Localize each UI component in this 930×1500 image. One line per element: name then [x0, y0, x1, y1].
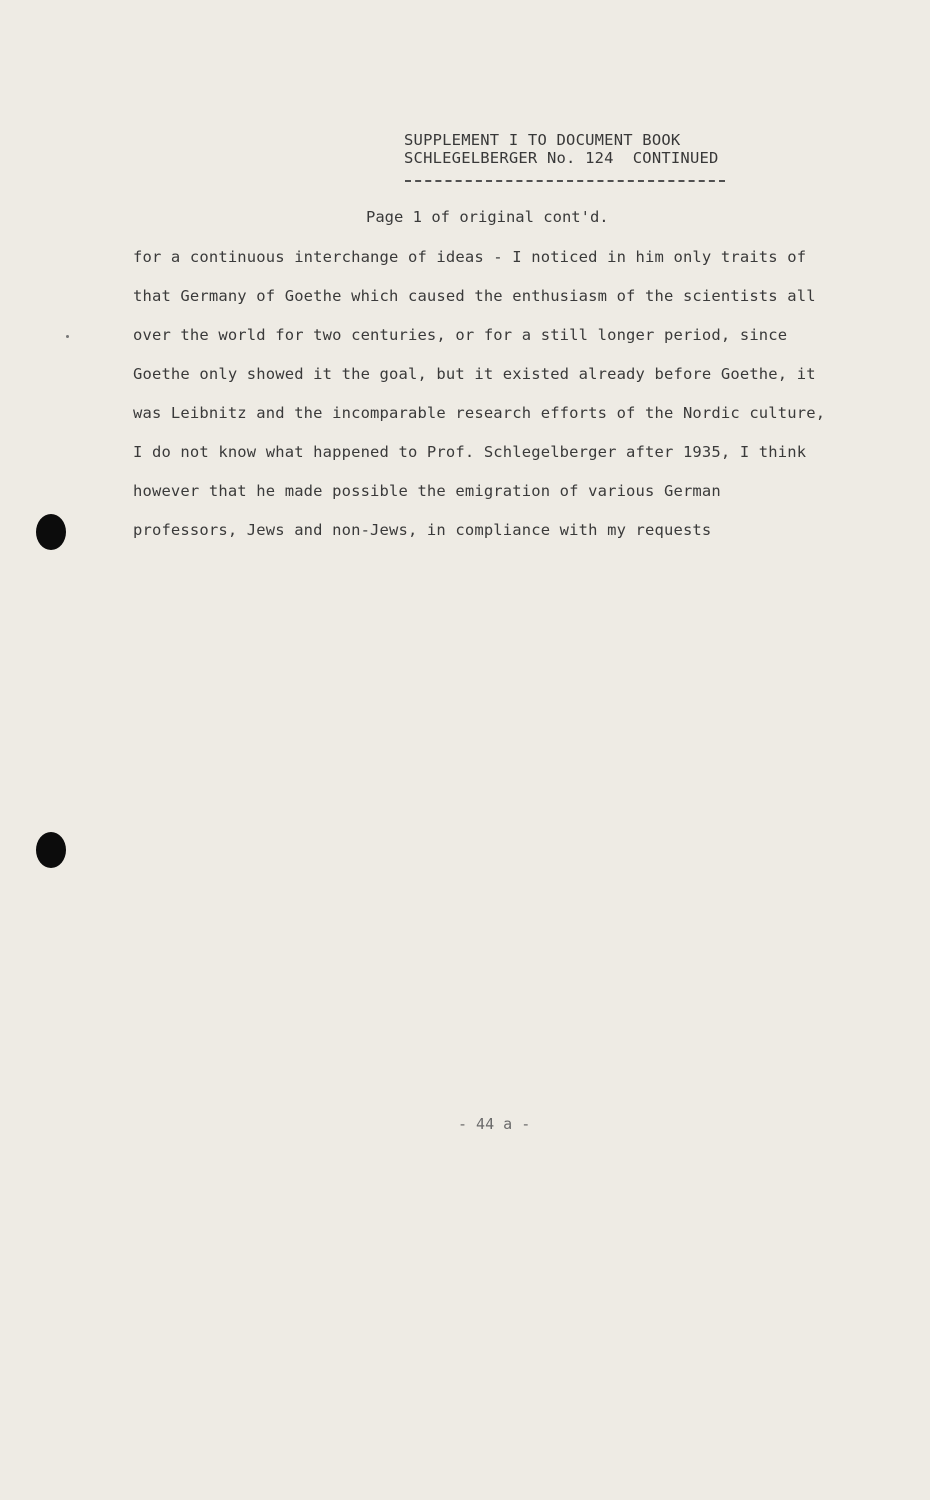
- body-line: I do not know what happened to Prof. Schlegelberger after 1935, I think: [133, 443, 807, 461]
- header-title-line: SUPPLEMENT I TO DOCUMENT BOOK: [404, 131, 681, 149]
- body-line: Goethe only showed it the goal, but it existed already before Goethe, it: [133, 365, 816, 383]
- body-line: over the world for two centuries, or for a still longer period, since: [133, 326, 788, 344]
- body-line: for a continuous interchange of ideas - I noticed in him only traits of: [133, 248, 807, 266]
- paper-speck: [66, 335, 69, 338]
- punch-hole: [36, 514, 66, 550]
- header-subtitle-line: SCHLEGELBERGER No. 124 CONTINUED: [404, 149, 719, 167]
- body-text: [133, 247, 833, 559]
- page-number: - 44 a -: [458, 1115, 531, 1133]
- body-line: that Germany of Goethe which caused the enthusiasm of the scientists all: [133, 287, 816, 305]
- document-header: [404, 131, 719, 167]
- body-line: professors, Jews and non-Jews, in compliance with my requests: [133, 521, 712, 539]
- page-reference: Page 1 of original cont'd.: [366, 208, 609, 226]
- punch-hole: [36, 832, 66, 868]
- body-line: was Leibnitz and the incomparable research efforts of the Nordic culture,: [133, 404, 826, 422]
- header-dashed-rule: [405, 180, 725, 182]
- body-line: however that he made possible the emigration of various German: [133, 482, 721, 500]
